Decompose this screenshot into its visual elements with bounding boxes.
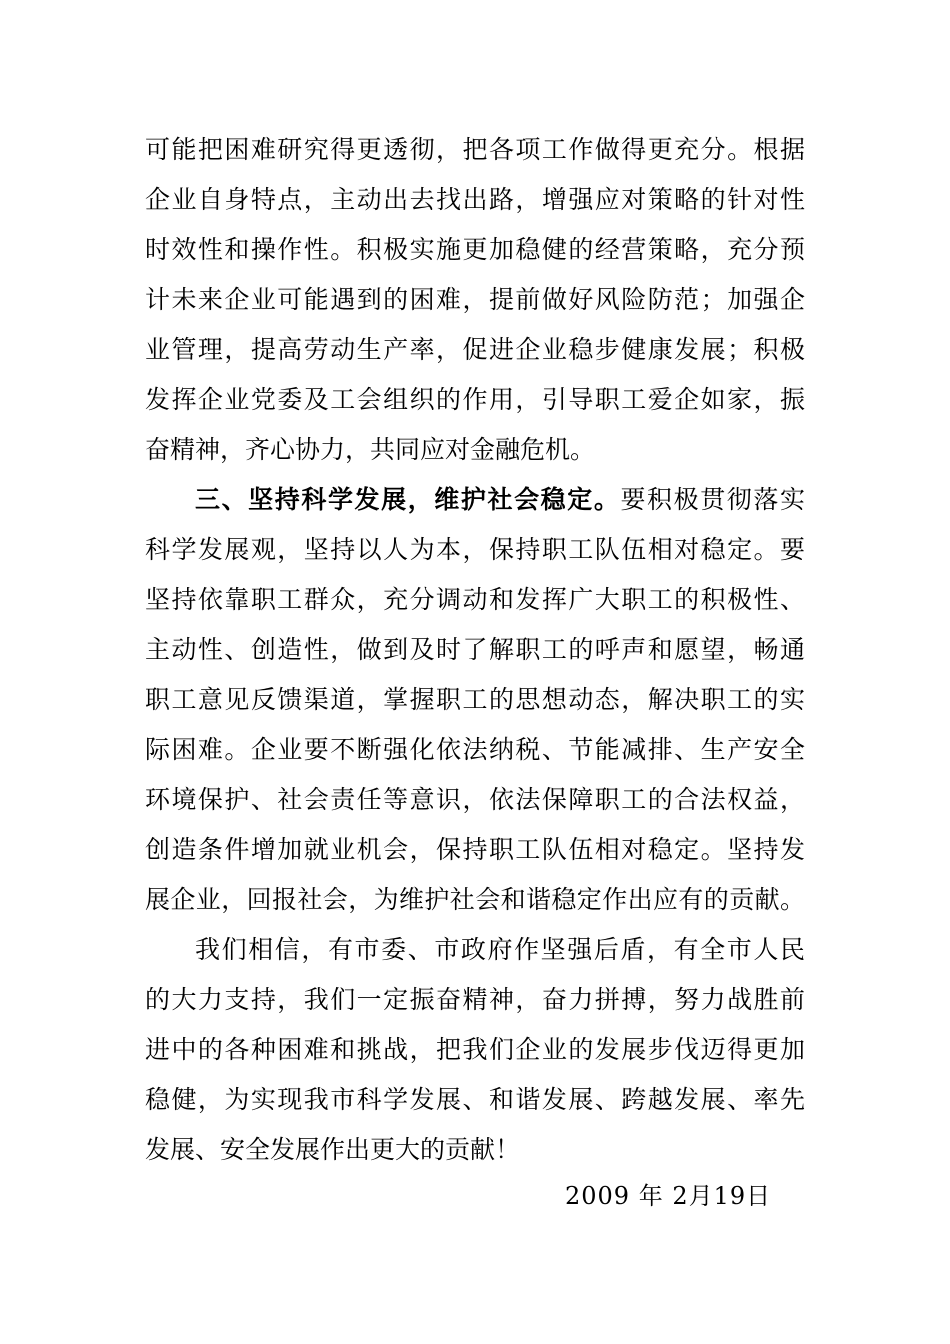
paragraph-3-line-1: 我们相信，有市委、市政府作坚强后盾，有全市人民: [195, 935, 805, 964]
paragraph-2-line-7: 环境保护、社会责任等意识，依法保障职工的合法权益，: [145, 785, 805, 814]
paragraph-2-line-9: 展企业，回报社会，为维护社会和谐稳定作出应有的贡献。: [145, 885, 805, 914]
paragraph-3-line-2: 的大力支持，我们一定振奋精神，奋力拼搏，努力战胜前: [145, 985, 805, 1014]
paragraph-1-line-3: 时效性和操作性。积极实施更加稳健的经营策略，充分预: [145, 235, 805, 264]
paragraph-1-line-7: 奋精神，齐心协力，共同应对金融危机。: [145, 435, 596, 464]
paragraph-1-line-5: 业管理，提高劳动生产率，促进企业稳步健康发展；积极: [145, 335, 805, 364]
paragraph-1-line-1: 可能把困难研究得更透彻，把各项工作做得更充分。根据: [145, 135, 805, 164]
paragraph-2-line-1: [195, 475, 805, 525]
paragraph-2-line-5: 职工意见反馈渠道，掌握职工的思想动态，解决职工的实: [145, 685, 805, 714]
document-date: 2009 年 2月19日: [565, 1182, 772, 1210]
paragraph-1-line-2: 企业自身特点，主动出去找出路，增强应对策略的针对性: [145, 185, 805, 214]
paragraph-2-line-8: 创造条件增加就业机会，保持职工队伍相对稳定。坚持发: [145, 835, 805, 864]
paragraph-1-line-4: 计未来企业可能遇到的困难，提前做好风险防范；加强企: [145, 285, 805, 314]
paragraph-1-line-6: 发挥企业党委及工会组织的作用，引导职工爱企如家，振: [145, 385, 805, 414]
paragraph-2-line-3: 坚持依靠职工群众，充分调动和发挥广大职工的积极性、: [145, 585, 805, 614]
paragraph-2-line-4: 主动性、创造性，做到及时了解职工的呼声和愿望，畅通: [145, 635, 805, 664]
paragraph-3-line-5: 发展、安全发展作出更大的贡献！: [145, 1135, 521, 1164]
paragraph-2-line-1-text: 要积极贯彻落实: [620, 485, 805, 514]
paragraph-2-line-6: 际困难。企业要不断强化依法纳税、节能减排、生产安全: [145, 735, 805, 764]
section-heading: 三、坚持科学发展，维护社会稳定。: [195, 485, 621, 514]
paragraph-3-line-3: 进中的各种困难和挑战，把我们企业的发展步伐迈得更加: [145, 1035, 805, 1064]
paragraph-3-line-4: 稳健，为实现我市科学发展、和谐发展、跨越发展、率先: [145, 1085, 805, 1114]
paragraph-2-line-2: 科学发展观，坚持以人为本，保持职工队伍相对稳定。要: [145, 535, 805, 564]
